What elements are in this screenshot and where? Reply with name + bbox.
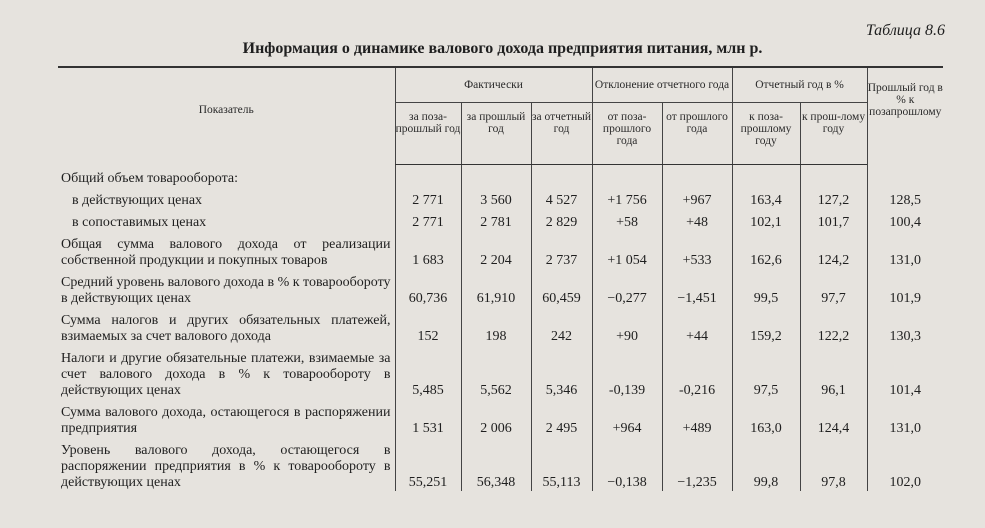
cell: 1 683 bbox=[395, 231, 461, 269]
cell: -0,216 bbox=[662, 345, 732, 399]
cell: 56,348 bbox=[461, 437, 531, 491]
cell: 2 204 bbox=[461, 231, 531, 269]
cell bbox=[461, 165, 531, 187]
row-label: Средний уровень валового дохода в % к товарообороту в действующих ценах bbox=[61, 274, 391, 306]
cell bbox=[395, 165, 461, 187]
cell: 2 771 bbox=[395, 209, 461, 231]
table-title: Информация о динамике валового дохода предприятия питания, млн р. bbox=[242, 40, 763, 57]
cell: +533 bbox=[662, 231, 732, 269]
cell: 130,3 bbox=[867, 307, 943, 345]
header-sub-6: к поза-прошлому году bbox=[732, 103, 800, 165]
cell: +90 bbox=[592, 307, 662, 345]
cell: 162,6 bbox=[732, 231, 800, 269]
header-prev-pct: Прошлый год в % к позапрошлому bbox=[867, 67, 943, 165]
cell bbox=[867, 165, 943, 187]
cell: −0,138 bbox=[592, 437, 662, 491]
cell: 99,8 bbox=[732, 437, 800, 491]
cell: 97,8 bbox=[800, 437, 867, 491]
header-deviation: Отклонение отчетного года bbox=[592, 67, 732, 103]
table-row bbox=[58, 437, 943, 491]
cell: +489 bbox=[662, 399, 732, 437]
table-row bbox=[58, 209, 943, 231]
cell: −0,277 bbox=[592, 269, 662, 307]
cell: 96,1 bbox=[800, 345, 867, 399]
header-sub-5: от прошлого года bbox=[662, 103, 732, 165]
cell: 55,251 bbox=[395, 437, 461, 491]
table-row bbox=[58, 345, 943, 399]
cell: 198 bbox=[461, 307, 531, 345]
header-sub-1: за поза-прошлый год bbox=[395, 103, 461, 165]
cell bbox=[531, 165, 592, 187]
cell: 2 006 bbox=[461, 399, 531, 437]
table-row bbox=[58, 165, 943, 187]
cell: 122,2 bbox=[800, 307, 867, 345]
header-sub-4: от поза-прошлого года bbox=[592, 103, 662, 165]
cell: 102,1 bbox=[732, 209, 800, 231]
cell: -0,139 bbox=[592, 345, 662, 399]
cell: 1 531 bbox=[395, 399, 461, 437]
row-label: в действующих ценах bbox=[72, 192, 203, 208]
cell: 131,0 bbox=[867, 399, 943, 437]
table-row bbox=[58, 399, 943, 437]
cell: 3 560 bbox=[461, 187, 531, 209]
header-actual: Фактически bbox=[395, 67, 592, 103]
cell: 2 771 bbox=[395, 187, 461, 209]
header-indicator: Показатель bbox=[58, 67, 395, 165]
cell: 163,0 bbox=[732, 399, 800, 437]
row-label: Уровень валового дохода, остающегося в распоряжении предприятия в % к товарообороту в действующих ценах bbox=[61, 442, 391, 490]
cell: +1 756 bbox=[592, 187, 662, 209]
cell: 55,113 bbox=[531, 437, 592, 491]
table-row bbox=[58, 269, 943, 307]
cell bbox=[800, 165, 867, 187]
row-label: Налоги и другие обязательные платежи, взимаемые за счет валового дохода в % к товарообороту в действующих ценах bbox=[61, 350, 391, 398]
cell: 159,2 bbox=[732, 307, 800, 345]
cell: +964 bbox=[592, 399, 662, 437]
cell bbox=[592, 165, 662, 187]
cell bbox=[662, 165, 732, 187]
header-sub-2: за прошлый год bbox=[461, 103, 531, 165]
table-row bbox=[58, 231, 943, 269]
cell: 101,4 bbox=[867, 345, 943, 399]
cell: 163,4 bbox=[732, 187, 800, 209]
cell: 124,4 bbox=[800, 399, 867, 437]
data-table bbox=[58, 66, 943, 491]
cell: 101,7 bbox=[800, 209, 867, 231]
cell: +48 bbox=[662, 209, 732, 231]
row-label: Сумма валового дохода, остающегося в распоряжении предприятия bbox=[61, 404, 391, 436]
cell: 99,5 bbox=[732, 269, 800, 307]
cell: 2 781 bbox=[461, 209, 531, 231]
cell: 101,9 bbox=[867, 269, 943, 307]
cell: 2 495 bbox=[531, 399, 592, 437]
cell: 124,2 bbox=[800, 231, 867, 269]
row-label: Общая сумма валового дохода от реализации собственной продукции и покупных товаров bbox=[61, 236, 391, 268]
header-sub-7: к прош-лому году bbox=[800, 103, 867, 165]
cell: +967 bbox=[662, 187, 732, 209]
cell: 131,0 bbox=[867, 231, 943, 269]
row-label: в сопоставимых ценах bbox=[72, 214, 207, 230]
table-row bbox=[58, 187, 943, 209]
cell: 60,459 bbox=[531, 269, 592, 307]
cell: 60,736 bbox=[395, 269, 461, 307]
cell: 97,5 bbox=[732, 345, 800, 399]
cell: 100,4 bbox=[867, 209, 943, 231]
table-number: Таблица 8.6 bbox=[865, 22, 945, 39]
row-label: Общий объем товарооборота: bbox=[61, 170, 238, 186]
cell: −1,235 bbox=[662, 437, 732, 491]
row-label: Сумма налогов и других обязательных платежей, взимаемых за счет валового дохода bbox=[61, 312, 391, 344]
cell: 5,485 bbox=[395, 345, 461, 399]
cell: 2 737 bbox=[531, 231, 592, 269]
header-report-pct: Отчетный год в % bbox=[732, 67, 867, 103]
cell: 152 bbox=[395, 307, 461, 345]
cell: +1 054 bbox=[592, 231, 662, 269]
cell: 242 bbox=[531, 307, 592, 345]
cell: +58 bbox=[592, 209, 662, 231]
cell: 102,0 bbox=[867, 437, 943, 491]
cell: −1,451 bbox=[662, 269, 732, 307]
cell: +44 bbox=[662, 307, 732, 345]
header-sub-3: за отчетный год bbox=[531, 103, 592, 165]
cell: 97,7 bbox=[800, 269, 867, 307]
cell bbox=[732, 165, 800, 187]
cell: 5,562 bbox=[461, 345, 531, 399]
cell: 127,2 bbox=[800, 187, 867, 209]
table-row bbox=[58, 307, 943, 345]
cell: 4 527 bbox=[531, 187, 592, 209]
cell: 2 829 bbox=[531, 209, 592, 231]
cell: 5,346 bbox=[531, 345, 592, 399]
cell: 61,910 bbox=[461, 269, 531, 307]
cell: 128,5 bbox=[867, 187, 943, 209]
